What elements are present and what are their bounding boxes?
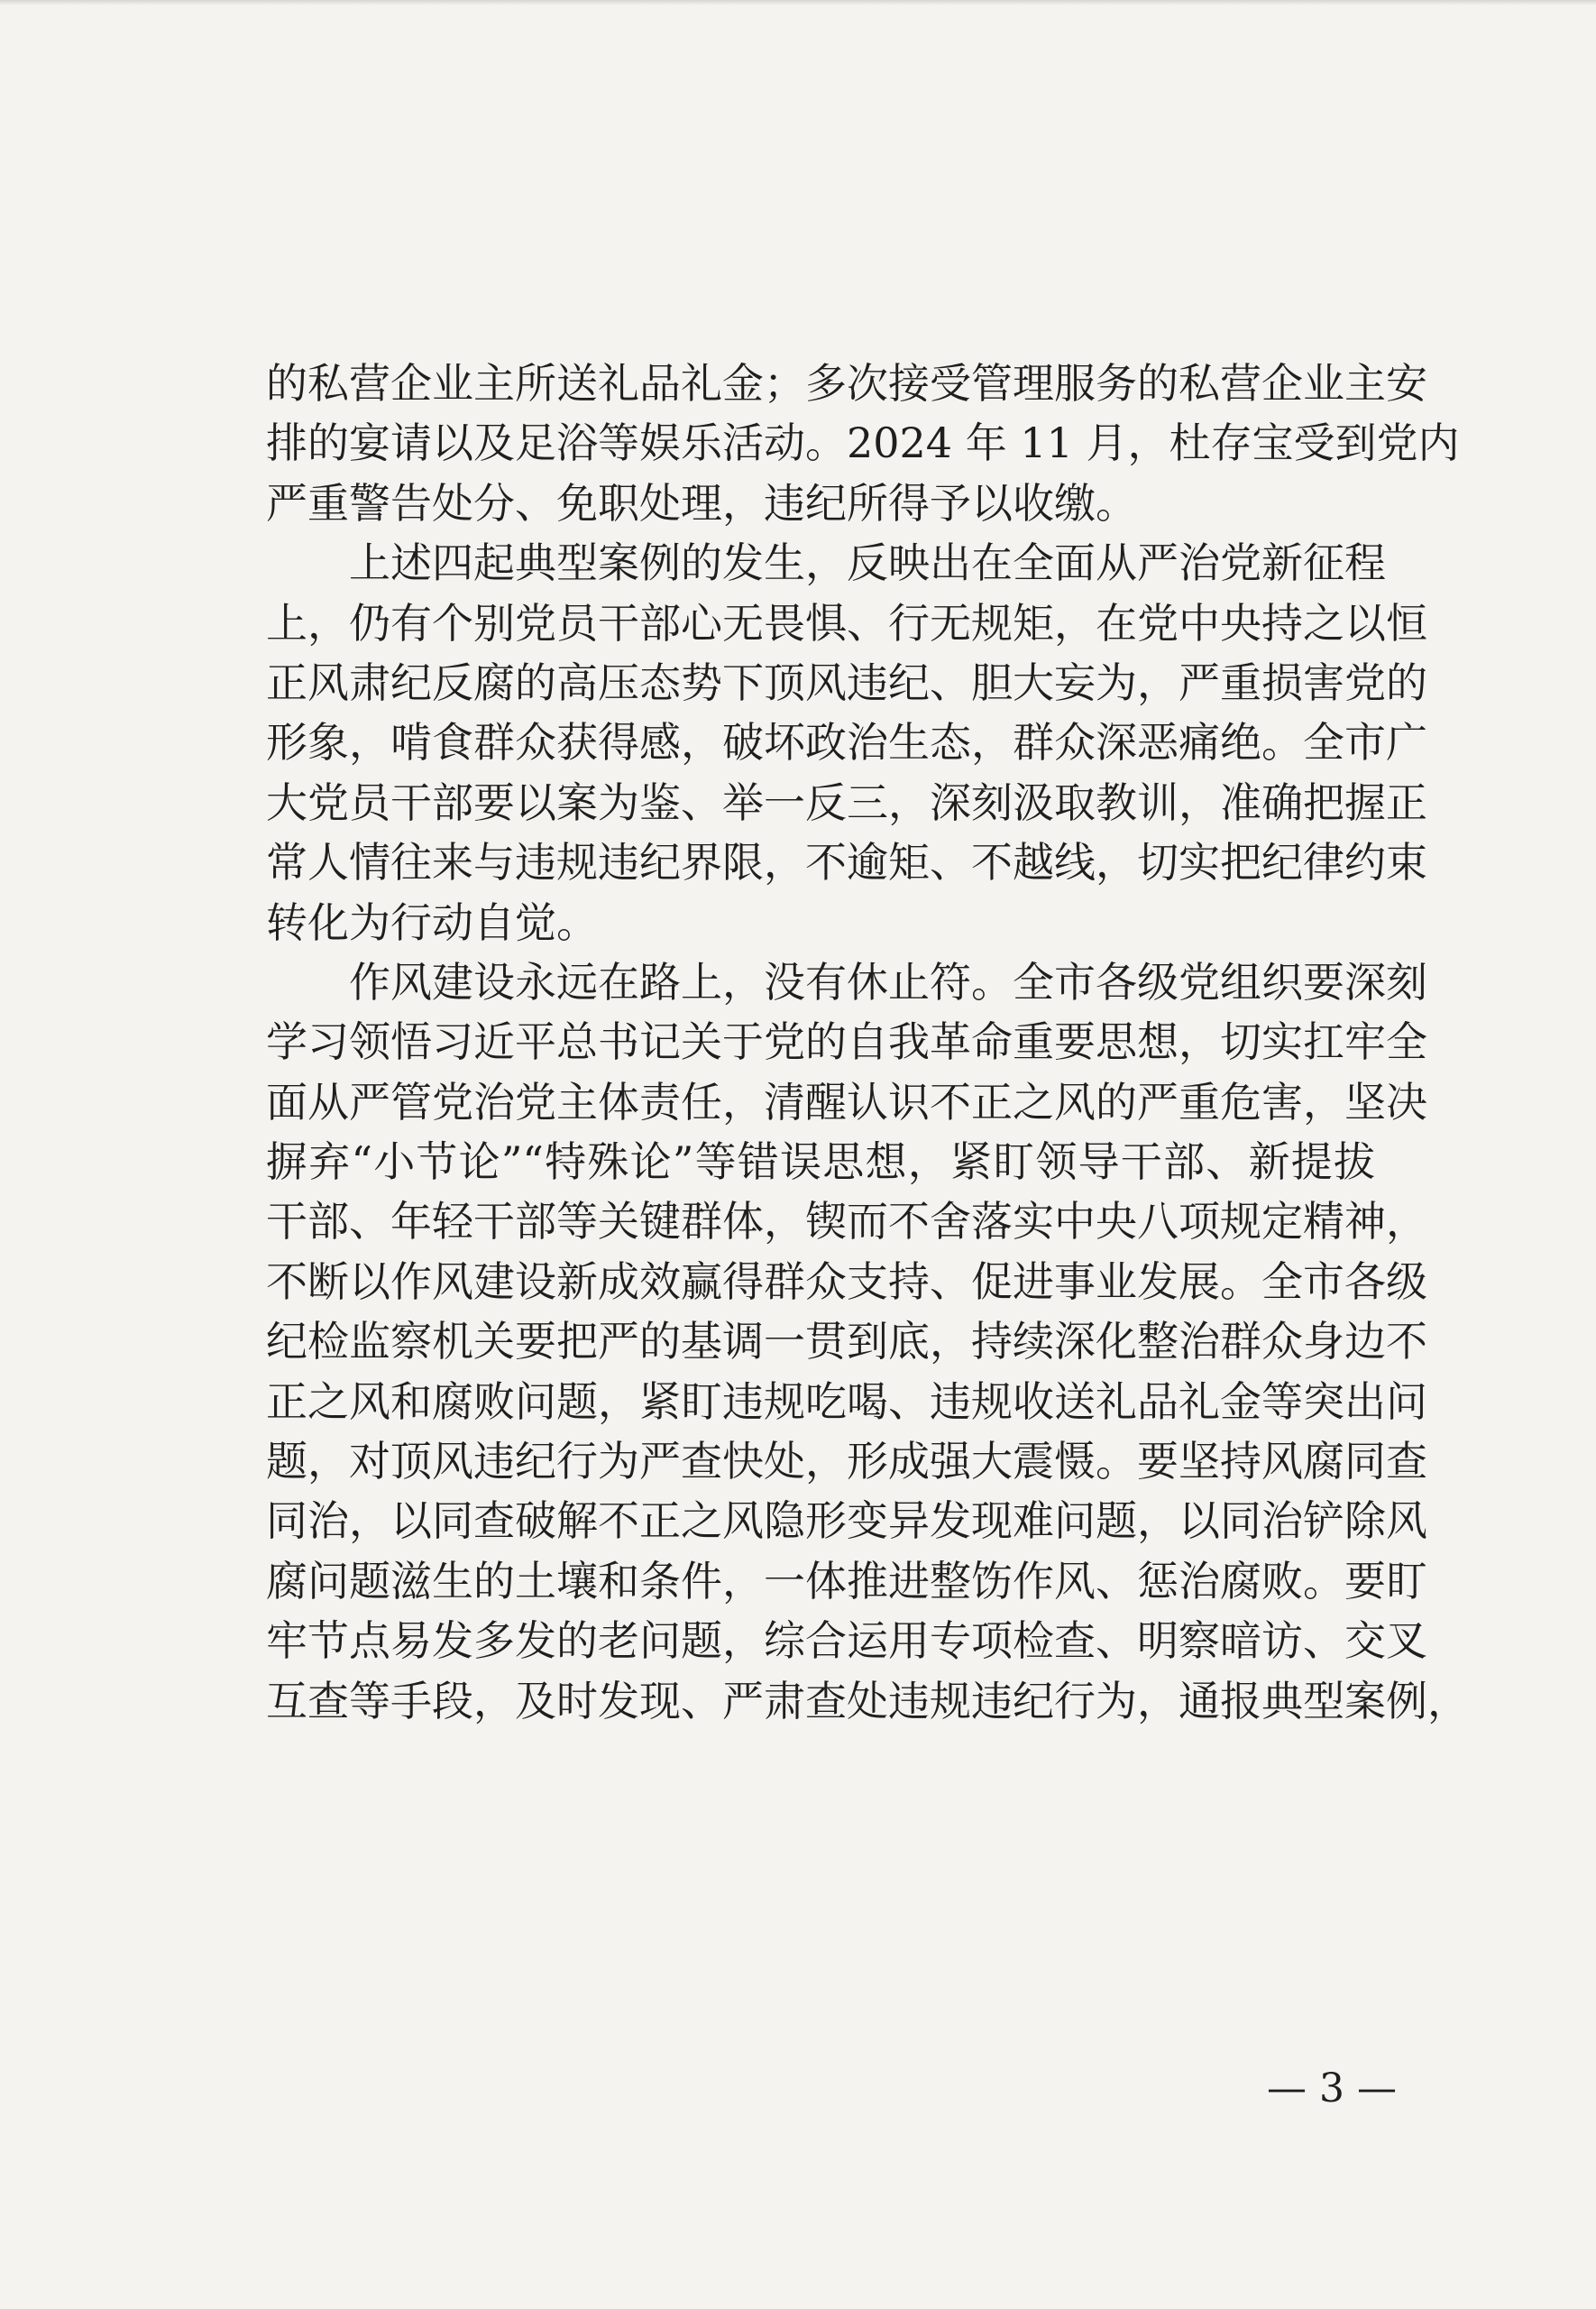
document-body <box>266 354 1469 1731</box>
text-line: 学习领悟习近平总书记关于党的自我革命重要思想，切实扛牢全 <box>266 1017 1427 1067</box>
paragraph-1 <box>266 354 1460 533</box>
text-line: 形象，啃食群众获得感，破坏政治生态，群众深恶痛绝。全市广 <box>266 718 1427 768</box>
text-line: 正之风和腐败问题，紧盯违规吃喝、违规收送礼品礼金等突出问 <box>266 1376 1427 1426</box>
text-line: 腐问题滋生的土壤和条件，一体推进整饬作风、惩治腐败。要盯 <box>266 1556 1427 1605</box>
text-line: 互查等手段，及时发现、严肃查处违规违纪行为，通报典型案例， <box>266 1676 1469 1725</box>
text-line: 上述四起典型案例的发生，反映出在全面从严治党新征程 <box>349 538 1386 588</box>
text-line: 排的宴请以及足浴等娱乐活动。2024 年 11 月，杜存宝受到党内 <box>266 419 1460 468</box>
text-line: 面从严管党治党主体责任，清醒认识不正之风的严重危害，坚决 <box>266 1077 1427 1127</box>
paragraph-2 <box>266 533 1427 952</box>
text-line: 上，仍有个别党员干部心无畏惧、行无规矩，在党中央持之以恒 <box>266 598 1427 648</box>
text-line: 干部、年轻干部等关键群体，锲而不舍落实中央八项规定精神， <box>266 1197 1427 1246</box>
text-line: 摒弃“小节论”“特殊论”等错误思想，紧盯领导干部、新提拔 <box>266 1137 1375 1187</box>
text-line: 牢节点易发多发的老问题，综合运用专项检查、明察暗访、交叉 <box>266 1616 1427 1666</box>
paragraph-3 <box>266 952 1469 1731</box>
text-line: 正风肃纪反腐的高压态势下顶风违纪、胆大妄为，严重损害党的 <box>266 658 1427 707</box>
text-line: 作风建设永远在路上，没有休止符。全市各级党组织要深刻 <box>349 957 1427 1007</box>
text-line: 不断以作风建设新成效赢得群众支持、促进事业发展。全市各级 <box>266 1256 1427 1306</box>
text-line: 的私营企业主所送礼品礼金；多次接受管理服务的私营企业主安 <box>266 359 1427 408</box>
text-line: 大党员干部要以案为鉴、举一反三，深刻汲取教训，准确把握正 <box>266 777 1427 827</box>
text-line: 常人情往来与违规违纪界限，不逾矩、不越线，切实把纪律约束 <box>266 838 1427 888</box>
text-line: 题，对顶风违纪行为严查快处，形成强大震慑。要坚持风腐同查 <box>266 1437 1427 1486</box>
text-line: 纪检监察机关要把严的基调一贯到底，持续深化整治群众身边不 <box>266 1317 1427 1366</box>
page-number: — 3 — <box>1267 2065 1397 2111</box>
text-line: 转化为行动自觉。 <box>266 897 598 947</box>
page-edge-shadow <box>0 0 1596 5</box>
text-line: 同治，以同查破解不正之风隐形变异发现难问题，以同治铲除风 <box>266 1496 1427 1546</box>
text-line: 严重警告处分、免职处理，违纪所得予以收缴。 <box>266 478 1137 528</box>
